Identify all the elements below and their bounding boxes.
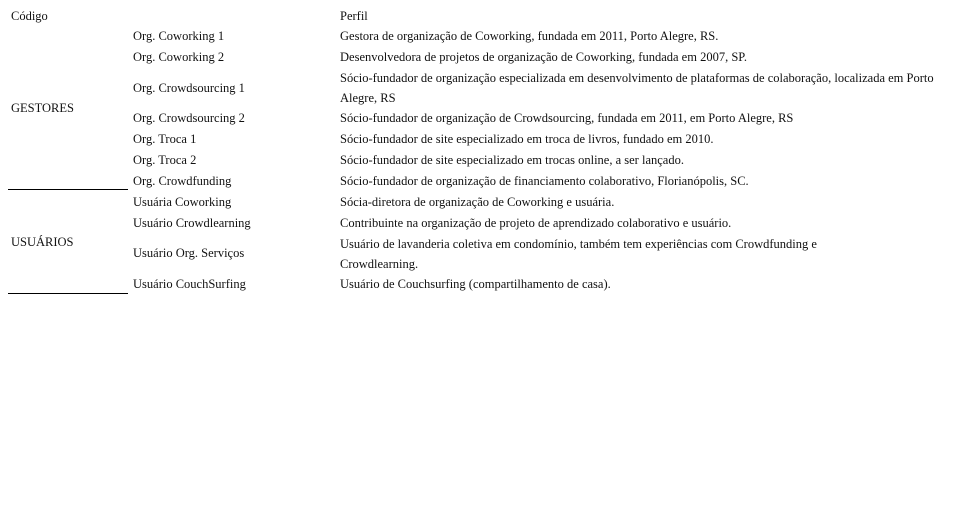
- participant-profile: Sócio-fundador de site especializado em trocas online, a ser lançado.: [340, 153, 684, 167]
- header-perfil: Perfil: [340, 9, 368, 23]
- participant-name: Org. Crowdfunding: [133, 174, 232, 188]
- participant-profile: Desenvolvedora de projetos de organização de Coworking, fundada em 2007, SP.: [340, 50, 747, 64]
- group-label-gestores: GESTORES: [11, 101, 74, 115]
- participant-name: Usuário Org. Serviços: [133, 246, 245, 260]
- group-label-usuarios: USUÁRIOS: [11, 235, 74, 249]
- participant-name: Org. Troca 2: [133, 153, 197, 167]
- participant-profile: Usuário de Couchsurfing (compartilhamento de casa).: [340, 277, 611, 291]
- group-separator-gestores: [8, 189, 128, 190]
- participant-profile: Sócio-fundador de organização especializada em desenvolvimento de plataformas de colaboração, localizada em Porto Alegre, RS: [340, 71, 934, 105]
- header-codigo: Código: [11, 9, 48, 23]
- participant-profile: Gestora de organização de Coworking, fundada em 2011, Porto Alegre, RS.: [340, 29, 719, 43]
- participant-name: Org. Coworking 2: [133, 50, 225, 64]
- participant-profile: Sócio-fundador de site especializado em troca de livros, fundado em 2010.: [340, 132, 714, 146]
- participant-name: Org. Troca 1: [133, 132, 197, 146]
- participant-name: Org. Coworking 1: [133, 29, 225, 43]
- participant-profile: Usuário de lavanderia coletiva em condomínio, também tem experiências com Crowdfunding e Crowdlearning.: [340, 237, 817, 271]
- participant-name: Usuário CouchSurfing: [133, 277, 246, 291]
- participant-name: Usuária Coworking: [133, 195, 232, 209]
- participant-name: Org. Crowdsourcing 1: [133, 81, 245, 95]
- participant-profile: Sócio-fundador de organização de Crowdsourcing, fundada em 2011, em Porto Alegre, RS: [340, 111, 794, 125]
- participant-name: Org. Crowdsourcing 2: [133, 111, 245, 125]
- group-separator-usuarios: [8, 293, 128, 294]
- participant-profile: Sócia-diretora de organização de Coworking e usuária.: [340, 195, 615, 209]
- participant-name: Usuário Crowdlearning: [133, 216, 251, 230]
- participant-profile: Contribuinte na organização de projeto de aprendizado colaborativo e usuário.: [340, 216, 732, 230]
- participant-profile: Sócio-fundador de organização de financiamento colaborativo, Florianópolis, SC.: [340, 174, 749, 188]
